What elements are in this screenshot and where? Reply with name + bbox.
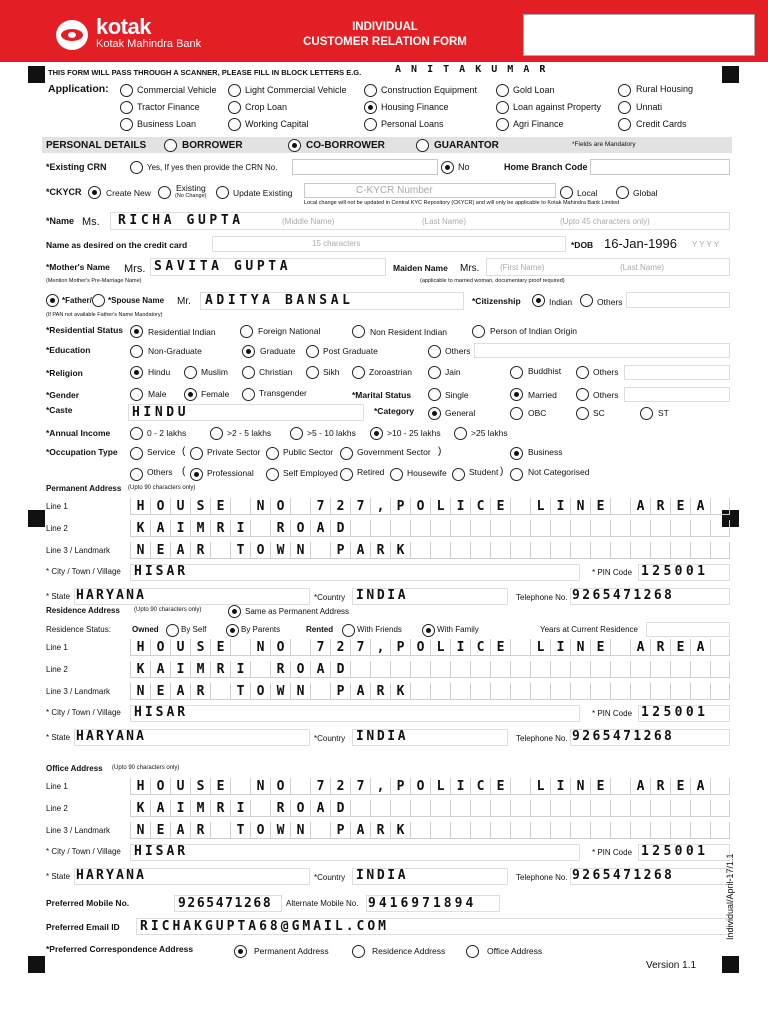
radio-sc[interactable] <box>576 407 589 420</box>
state-label: * State <box>46 872 71 881</box>
office-address-line3[interactable]: N E A R T O W N P A R K <box>130 822 730 839</box>
option-label: Jain <box>445 367 461 377</box>
option-label: Professional <box>207 468 254 478</box>
scanner-mark <box>28 66 45 83</box>
option-label: Yes, If yes then provide the CRN No. <box>147 163 278 172</box>
branch-code-input[interactable] <box>590 159 730 175</box>
radio-by-self[interactable] <box>166 624 179 637</box>
placeholder: (Last Name) <box>422 217 467 226</box>
option-label: By Parents <box>241 625 281 634</box>
radio-service[interactable] <box>130 447 143 460</box>
residence-address-title: Residence Address <box>46 606 120 615</box>
radio-occupation-others[interactable] <box>130 468 143 481</box>
radio-corr-office[interactable] <box>466 945 479 958</box>
telephone-value: 9265471268 <box>572 588 675 603</box>
telephone-value: 9265471268 <box>572 868 675 883</box>
option-label: Non-Graduate <box>148 346 202 356</box>
radio-credit-cards[interactable] <box>618 118 631 131</box>
residence-address-line3[interactable]: N E A R T O W N P A R K <box>130 683 730 700</box>
country-value: INDIA <box>356 868 409 883</box>
mother-name-value: SAVITA GUPTA <box>154 259 292 274</box>
option-label: Residence Address <box>372 946 446 956</box>
option-label: Others <box>597 297 623 307</box>
radio-business[interactable] <box>510 447 523 460</box>
radio-self-employed[interactable] <box>266 468 279 481</box>
radio-commercial-vehicle[interactable] <box>120 84 133 97</box>
income-label: *Annual Income <box>46 428 111 438</box>
radio-muslim[interactable] <box>184 366 197 379</box>
form-code: Individual/April-17/1.1 <box>725 853 735 940</box>
radio-general[interactable] <box>428 407 441 420</box>
option-label: Person of Indian Origin <box>490 326 577 336</box>
option-label: Hindu <box>148 367 171 377</box>
bank-name: Kotak Mahindra Bank <box>96 38 202 50</box>
radio-corr-residence[interactable] <box>352 945 365 958</box>
radio-construction[interactable] <box>364 84 377 97</box>
placeholder: (First Name) <box>500 263 545 272</box>
religion-other-input[interactable] <box>624 365 730 380</box>
office-address-title: Office Address <box>46 764 103 773</box>
name-title: Ms. <box>82 216 100 228</box>
radio-tractor[interactable] <box>120 101 133 114</box>
brand-name: kotak <box>96 14 151 39</box>
option-label: Not Categorised <box>528 467 590 477</box>
option-label: Existing <box>176 183 206 193</box>
option-label: Transgender <box>259 388 307 398</box>
scanner-mark <box>28 510 45 527</box>
option-label: Crop Loan <box>245 102 288 112</box>
radio-married[interactable] <box>510 388 523 401</box>
scanner-mark <box>28 956 45 973</box>
name-label: *Name <box>46 216 75 226</box>
option-label: *Spouse Name <box>108 296 165 305</box>
option-label: Muslim <box>201 367 228 377</box>
option-label: Female <box>201 389 230 399</box>
option-label: Credit Cards <box>636 119 687 129</box>
ckycr-placeholder: C-KYCR Number <box>356 185 433 196</box>
option-label: Retired <box>357 467 385 477</box>
telephone-label: Telephone No. <box>516 873 568 882</box>
card-name-input[interactable] <box>212 236 566 252</box>
option-label: Working Capital <box>245 119 309 129</box>
radio-transgender[interactable] <box>242 388 255 401</box>
option-label: Student <box>469 467 499 477</box>
option-label: Create New <box>106 188 151 198</box>
paren-open: ( <box>182 466 186 477</box>
radio-male[interactable] <box>130 388 143 401</box>
version-label: Version 1.1 <box>646 960 697 971</box>
country-label: *Country <box>314 734 346 743</box>
option-label: SC <box>593 408 605 418</box>
radio-father[interactable] <box>46 294 59 307</box>
line1-label: Line 1 <box>46 782 68 791</box>
radio-rural-housing[interactable] <box>618 84 631 97</box>
option-label: Married <box>528 390 557 400</box>
gender-label: *Gender <box>46 390 80 400</box>
placeholder: (Last Name) <box>620 263 665 272</box>
radio-female[interactable] <box>184 388 197 401</box>
option-label: Rural Housing <box>636 84 694 94</box>
alt-mobile-label: Alternate Mobile No. <box>286 899 359 908</box>
radio-st[interactable] <box>640 407 653 420</box>
radio-marital-others[interactable] <box>576 388 589 401</box>
years-input[interactable] <box>646 622 730 637</box>
option-label: BORROWER <box>182 140 243 151</box>
option-label: Male <box>148 389 167 399</box>
radio-global[interactable] <box>616 186 629 199</box>
placeholder: (Middle Name) <box>282 217 335 226</box>
email-label: Preferred Email ID <box>46 922 120 932</box>
city-label: * City / Town / Village <box>46 708 121 717</box>
option-label: OBC <box>528 408 547 418</box>
paren-close: ) <box>438 446 442 457</box>
option-label: Housing Finance <box>381 102 449 112</box>
mother-name-label: *Mother's Name <box>46 262 110 272</box>
residence-address-line1[interactable]: H O U S E N O 7 2 7 , P O L I C E L I N E A R E A <box>130 639 730 656</box>
permanent-address-line3[interactable]: N E A R T O W N P A R K <box>130 542 730 559</box>
placeholder: 15 characters <box>312 239 361 248</box>
office-address-line1[interactable]: H O U S E N O 7 2 7 , P O L I C E L I N E A R E A <box>130 778 730 795</box>
rented-label: Rented <box>306 625 334 634</box>
option-label: Same as Permanent Address <box>245 607 350 616</box>
radio-income-5-10[interactable] <box>290 427 303 440</box>
pin-value: 125001 <box>641 844 709 859</box>
radio-zoroastrian[interactable] <box>352 366 365 379</box>
education-label: *Education <box>46 345 91 355</box>
radio-lap[interactable] <box>496 101 509 114</box>
example-letters: A N I T A K U M A R <box>395 64 548 75</box>
radio-crop-loan[interactable] <box>228 101 241 114</box>
radio-crn-yes[interactable] <box>130 161 143 174</box>
residence-address-line2[interactable]: K A I M R I R O A D <box>130 661 730 678</box>
mother-note: (Mention Mother's Pre-Marriage Name) <box>46 278 142 284</box>
branch-code-label: Home Branch Code <box>504 162 588 172</box>
option-label: General <box>445 408 476 418</box>
option-label: Buddhist <box>528 366 562 376</box>
option-label: Zoroastrian <box>369 367 412 377</box>
country-label: *Country <box>314 593 346 602</box>
office-address-line2[interactable]: K A I M R I R O A D <box>130 800 730 817</box>
option-label: Loan against Property <box>513 102 602 112</box>
upto-note: (Upto 90 characters only) <box>112 765 180 771</box>
option-label: Residential Indian <box>148 327 216 337</box>
dob-value[interactable]: 16-Jan-1996 <box>604 236 677 251</box>
option-label: Business Loan <box>137 119 197 129</box>
option-label: Update Existing <box>233 188 293 198</box>
city-value: HISAR <box>134 564 189 579</box>
owned-label: Owned <box>132 625 159 634</box>
marital-status-label: *Marital Status <box>352 390 412 400</box>
option-label: Single <box>445 390 469 400</box>
pin-value: 125001 <box>641 705 709 720</box>
dob-label: *DOB <box>571 240 594 250</box>
radio-corr-permanent[interactable] <box>234 945 247 958</box>
occupation-label: *Occupation Type <box>46 447 118 457</box>
radio-single[interactable] <box>428 388 441 401</box>
radio-private-sector[interactable] <box>190 447 203 460</box>
telephone-label: Telephone No. <box>516 734 568 743</box>
crn-label: *Existing CRN <box>46 162 107 172</box>
education-other-input[interactable] <box>474 343 730 358</box>
city-value: HISAR <box>134 705 189 720</box>
caste-value: HINDU <box>132 405 190 420</box>
option-label: Others <box>593 390 619 400</box>
radio-personal-loans[interactable] <box>364 118 377 131</box>
option-label: Government Sector <box>357 447 431 457</box>
option-label: Indian <box>549 297 573 307</box>
option-label: Personal Loans <box>381 119 444 129</box>
radio-crn-no[interactable] <box>441 161 454 174</box>
permanent-address-city-input[interactable] <box>130 564 580 581</box>
citizenship-label: *Citizenship <box>472 296 521 306</box>
years-label: Years at Current Residence <box>540 625 638 634</box>
telephone-value: 9265471268 <box>572 729 675 744</box>
line2-label: Line 2 <box>46 665 68 674</box>
option-label: Business <box>528 447 563 457</box>
radio-not-categorised[interactable] <box>510 468 523 481</box>
radio-ckycr-update[interactable] <box>216 186 229 199</box>
mobile-label: Preferred Mobile No. <box>46 898 130 908</box>
option-label: ST <box>658 408 669 418</box>
state-value: HARYANA <box>76 588 147 603</box>
father-title: Mr. <box>177 296 191 307</box>
option-label: >10 - 25 lakhs <box>387 428 441 438</box>
option-label: Permanent Address <box>254 946 329 956</box>
mandatory-note: *Fields are Mandatory <box>572 141 636 148</box>
option-label: Others <box>593 367 619 377</box>
option-label: Commercial Vehicle <box>137 85 217 95</box>
option-sublabel: (No Change) <box>175 193 207 199</box>
maiden-label: Maiden Name <box>393 263 448 273</box>
radio-income-25[interactable] <box>454 427 467 440</box>
pin-label: * PIN Code <box>592 709 633 718</box>
radio-income-0-2[interactable] <box>130 427 143 440</box>
pin-label: * PIN Code <box>592 568 633 577</box>
option-label: Global <box>633 188 658 198</box>
citizenship-other-input[interactable] <box>626 292 730 308</box>
option-label: GUARANTOR <box>434 140 499 151</box>
maiden-note: (applicable to married woman, documentary proof required) <box>420 278 565 284</box>
radio-obc[interactable] <box>510 407 523 420</box>
option-label: Others <box>445 346 471 356</box>
marital-other-input[interactable] <box>624 387 730 402</box>
radio-income-10-25[interactable] <box>370 427 383 440</box>
option-label: With Friends <box>357 625 402 634</box>
mobile-value: 9265471268 <box>178 896 273 911</box>
residential-status-label: *Residential Status <box>46 325 123 335</box>
residence-status-label: Residence Status: <box>46 625 111 634</box>
ckycr-note: Local change will not be updated in Central KYC Repository (CKYCR) and will only be applicable to Kotak Mahindra Bank Limited <box>304 200 620 206</box>
radio-public-sector[interactable] <box>266 447 279 460</box>
radio-income-2-5[interactable] <box>210 427 223 440</box>
pin-label: * PIN Code <box>592 848 633 857</box>
residence-address-city-input[interactable] <box>130 705 580 722</box>
radio-local[interactable] <box>560 186 573 199</box>
alt-mobile-value: 9416971894 <box>368 896 477 911</box>
state-label: * State <box>46 592 71 601</box>
card-name-label: Name as desired on the credit card <box>46 240 188 250</box>
option-label: Post Graduate <box>323 346 378 356</box>
permanent-address-title: Permanent Address <box>46 484 122 493</box>
option-label: Construction Equipment <box>381 85 478 95</box>
option-label: Agri Finance <box>513 119 564 129</box>
option-label: Sikh <box>323 367 340 377</box>
placeholder: Y Y Y Y <box>692 240 720 249</box>
city-label: * City / Town / Village <box>46 847 121 856</box>
mother-title: Mrs. <box>124 263 146 275</box>
email-value: RICHAKGUPTA68@GMAIL.COM <box>140 919 390 934</box>
radio-unnati[interactable] <box>618 101 631 114</box>
permanent-address-line2[interactable]: K A I M R I R O A D <box>130 520 730 537</box>
religion-label: *Religion <box>46 368 83 378</box>
country-label: *Country <box>314 873 346 882</box>
maiden-title: Mrs. <box>460 263 480 274</box>
radio-hindu[interactable] <box>130 366 143 379</box>
paren-close: ) <box>500 466 504 477</box>
radio-jain[interactable] <box>428 366 441 379</box>
placeholder: (Upto 45 characters only) <box>560 217 650 226</box>
radio-housing-finance[interactable] <box>364 101 377 114</box>
line2-label: Line 2 <box>46 804 68 813</box>
radio-student[interactable] <box>452 468 465 481</box>
option-label: Others <box>147 467 173 477</box>
form-title: INDIVIDUAL CUSTOMER RELATION FORM <box>303 21 467 48</box>
radio-graduate[interactable] <box>242 345 255 358</box>
form-header <box>0 0 768 62</box>
upto-note: (Upto 90 characters only) <box>134 607 202 613</box>
scanner-mark <box>722 66 739 83</box>
option-label: No <box>458 162 470 172</box>
reference-box[interactable] <box>523 14 755 56</box>
radio-retired[interactable] <box>340 468 353 481</box>
line3-label: Line 3 / Landmark <box>46 687 111 696</box>
option-label: >2 - 5 lakhs <box>227 428 272 438</box>
city-value: HISAR <box>134 844 189 859</box>
radio-ckycr-create[interactable] <box>88 186 101 199</box>
option-label: 0 - 2 lakhs <box>147 428 187 438</box>
city-label: * City / Town / Village <box>46 567 121 576</box>
option-label: Graduate <box>260 346 296 356</box>
country-value: INDIA <box>356 729 409 744</box>
option-label: Housewife <box>407 468 447 478</box>
radio-religion-others[interactable] <box>576 366 589 379</box>
option-label: Non Resident Indian <box>370 327 448 337</box>
radio-education-others[interactable] <box>428 345 441 358</box>
option-label: By Self <box>181 625 207 634</box>
country-value: INDIA <box>356 588 409 603</box>
option-label: Office Address <box>487 946 543 956</box>
permanent-address-line1[interactable]: H O U S E N O 7 2 7 , P O L I C E L I N E A R E A <box>130 498 730 515</box>
radio-foreign-national[interactable] <box>240 325 253 338</box>
option-label: Public Sector <box>283 447 334 457</box>
radio-housewife[interactable] <box>390 468 403 481</box>
radio-lcv[interactable] <box>228 84 241 97</box>
scanner-notice: THIS FORM WILL PASS THROUGH A SCANNER, PLEASE FILL IN BLOCK LETTERS E.G. <box>48 68 362 77</box>
application-label: Application: <box>48 83 109 95</box>
option-label: >25 lakhs <box>471 428 508 438</box>
option-label: >5 - 10 lakhs <box>307 428 356 438</box>
option-label: Self Employed <box>283 468 338 478</box>
line3-label: Line 3 / Landmark <box>46 546 111 555</box>
radio-nri[interactable] <box>352 325 365 338</box>
category-label: *Category <box>374 406 415 416</box>
kotak-logo-icon <box>56 20 88 50</box>
radio-citizen-others[interactable] <box>580 294 593 307</box>
radio-borrower[interactable] <box>164 139 177 152</box>
radio-guarantor[interactable] <box>416 139 429 152</box>
state-value: HARYANA <box>76 868 147 883</box>
option-label: Light Commercial Vehicle <box>245 85 347 95</box>
radio-non-graduate[interactable] <box>130 345 143 358</box>
radio-christian[interactable] <box>242 366 255 379</box>
option-label: Service <box>147 447 176 457</box>
ckycr-label: *CKYCR <box>46 187 82 197</box>
option-label: Local <box>577 188 598 198</box>
radio-professional[interactable] <box>190 468 203 481</box>
father-note: (If PAN not available Father's Name Mandatory) <box>46 312 163 318</box>
pin-value: 125001 <box>641 564 709 579</box>
radio-by-parents[interactable] <box>226 624 239 637</box>
option-label: CO-BORROWER <box>306 140 385 151</box>
radio-working-capital[interactable] <box>228 118 241 131</box>
office-address-city-input[interactable] <box>130 844 580 861</box>
radio-pio[interactable] <box>472 325 485 338</box>
crn-input[interactable] <box>292 159 438 175</box>
upto-note: (Upto 90 characters only) <box>128 485 196 491</box>
telephone-label: Telephone No. <box>516 593 568 602</box>
radio-sikh[interactable] <box>306 366 319 379</box>
state-value: HARYANA <box>76 729 147 744</box>
radio-with-friends[interactable] <box>342 624 355 637</box>
radio-spouse[interactable] <box>92 294 105 307</box>
radio-residential-indian[interactable] <box>130 325 143 338</box>
radio-co-borrower[interactable] <box>288 139 301 152</box>
radio-business-loan[interactable] <box>120 118 133 131</box>
scanner-mark <box>722 956 739 973</box>
line2-label: Line 2 <box>46 524 68 533</box>
option-label: Tractor Finance <box>137 102 200 112</box>
radio-agri-finance[interactable] <box>496 118 509 131</box>
radio-ckycr-existing[interactable] <box>158 186 171 199</box>
radio-gold-loan[interactable] <box>496 84 509 97</box>
option-label: Foreign National <box>258 326 321 336</box>
radio-post-graduate[interactable] <box>306 345 319 358</box>
option-label: Unnati <box>636 102 663 112</box>
radio-same-as-permanent[interactable] <box>228 605 241 618</box>
state-label: * State <box>46 733 71 742</box>
section-title: PERSONAL DETAILS <box>46 140 147 151</box>
paren-open: ( <box>182 446 186 457</box>
option-label: Private Sector <box>207 447 261 457</box>
radio-with-family[interactable] <box>422 624 435 637</box>
father-name-value: ADITYA BANSAL <box>205 293 354 308</box>
caste-label: *Caste <box>46 405 73 415</box>
line1-label: Line 1 <box>46 502 68 511</box>
radio-government-sector[interactable] <box>340 447 353 460</box>
line3-label: Line 3 / Landmark <box>46 826 111 835</box>
radio-indian[interactable] <box>532 294 545 307</box>
name-value: RICHA GUPTA <box>118 213 244 228</box>
correspondence-label: *Preferred Correspondence Address <box>46 944 194 954</box>
option-label: Gold Loan <box>513 85 555 95</box>
option-label: Christian <box>259 367 293 377</box>
option-label: With Family <box>437 625 479 634</box>
line1-label: Line 1 <box>46 643 68 652</box>
radio-buddhist[interactable] <box>510 366 523 379</box>
option-label: *Father/ <box>62 296 92 305</box>
